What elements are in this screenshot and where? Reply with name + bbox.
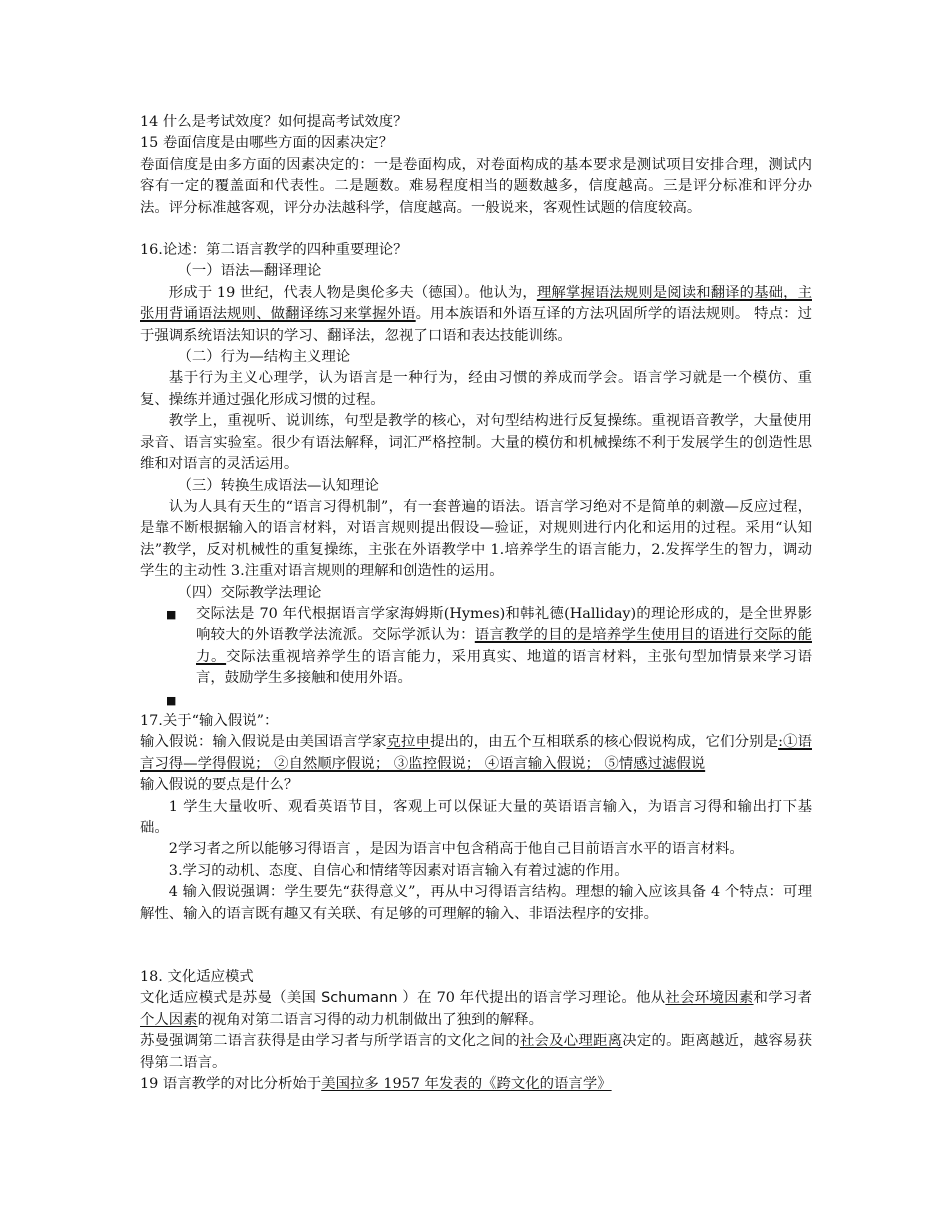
theory-3-heading: （三）转换生成语法—认知理论 xyxy=(177,477,379,494)
theory-2-heading: （二）行为—结构主义理论 xyxy=(177,349,351,366)
spacer xyxy=(140,925,812,967)
spacer xyxy=(140,219,812,240)
text-run: 输入假说：输入假说是由美国语言学家 xyxy=(140,734,387,751)
underlined-text: 社会及心理距离 xyxy=(519,1033,623,1050)
bullet-item-empty xyxy=(140,690,812,711)
underlined-text: 美国拉多 1957 年发表的《跨文化的语言学》 xyxy=(321,1076,612,1093)
theory-4-heading: （四）交际教学法理论 xyxy=(177,584,322,601)
question-18-paragraph-1 xyxy=(140,988,812,1031)
underlined-text: :①语言习得—学得假说； ②自然顺序假说； ③监控假说； ④语言输入假说； ⑤情感过滤假说 xyxy=(140,734,812,772)
question-17-paragraph xyxy=(140,732,812,775)
text-run: 提出的，由五个互相联系的核心假说构成，它们分别是 xyxy=(430,734,779,751)
text-run: 苏曼强调第二语言获得是由学习者与所学语言的文化之间的 xyxy=(140,1033,520,1050)
text-run: 交际法是 70 年代根据语言学家海姆斯(Hymes)和韩礼德(Halliday)的理论形成的，是全世界影响较大的外语教学法流派。交际学派认为： xyxy=(196,605,812,644)
theory-2-paragraph-2: 教学上，重视听、说训练，句型是教学的核心，对句型结构进行反复操练。重视语音教学，大量使用录音、语言实验室。很少有语法解释，词汇严格控制。大量的模仿和机械操练不利于发展学生的创造性思维和对语言的灵活运用。 xyxy=(140,413,812,473)
underlined-text: 语言教学的目的是培养学生使用目的语进行交际的能力。 xyxy=(196,627,812,665)
document-page xyxy=(140,112,812,1095)
text-run: 和学习者 xyxy=(753,990,812,1007)
square-bullet-icon: ■ xyxy=(166,693,177,707)
question-18: 18. 文化适应模式 xyxy=(140,969,254,986)
text-run: Schumann xyxy=(321,990,398,1007)
theory-4-paragraph xyxy=(196,604,812,690)
underlined-text: 个人因素 xyxy=(140,1011,198,1028)
text-run: 。用本族语和外语互译的方法巩固所学的语法规则。 特点：过于强调系统语法知识的学习、翻译法，忽视了口语和表达技能训练。 xyxy=(140,306,812,344)
text-run: 的视角对第二语言习得的动力机制做出了独到的解释。 xyxy=(197,1011,543,1028)
input-point: 2学习者之所以能够习得语言 ，是因为语言中包含稍高于他自己目前语言水平的语言材料。 xyxy=(168,841,744,858)
theory-3-paragraph: 认为人具有天生的“语言习得机制”，有一套普遍的语法。语言学习绝对不是简单的刺激—反应过程，是靠不断根据输入的语言材料，对语言规则提出假设—验证，对规则进行内化和运用的过程。采用“认知法”教学，反对机械性的重复操练，主张在外语教学中 1.培养学生的语言能力，2.发挥学生的智力，调动学生的主动性 3.注重对语言规则的理解和创造性的运用。 xyxy=(140,498,812,580)
question-18-paragraph-2 xyxy=(140,1031,812,1074)
text-run: 形成于 19 世纪，代表人物是奥伦多夫（德国）。他认为， xyxy=(168,284,537,301)
theory-2-paragraph-1: 基于行为主义心理学，认为语言是一种行为，经由习惯的养成而学会。语言学习就是一个模仿、重复、操练并通过强化形成习惯的过程。 xyxy=(140,370,812,408)
input-point: 4 输入假说强调：学生要先“获得意义”，再从中习得语言结构。理想的输入应该具备 4 个特点：可理解性、输入的语言既有趣又有关联、有足够的可理解的输入、非语法程序的安排。 xyxy=(140,884,812,922)
bullet-item xyxy=(140,604,812,690)
text-run: 决定的。距离越近，越容易获得第二语言。 xyxy=(140,1033,812,1071)
text-run: 交际法重视培养学生的语言能力，采用真实、地道的语言材料，主张句型加情景来学习语言，鼓励学生多接触和使用外语。 xyxy=(196,648,812,687)
theory-1-heading: （一）语法—翻译理论 xyxy=(177,263,322,280)
question-16: 16.论述：第二语言教学的四种重要理论？ xyxy=(140,242,408,259)
answer-15: 卷面信度是由多方面的因素决定的：一是卷面构成，对卷面构成的基本要求是测试项目安排合理，测试内容有一定的覆盖面和代表性。二是题数。难易程度相当的题数越多，信度越高。三是评分标准和评分办法。评分标准越客观，评分办法越科学，信度越高。一般说来，客观性试题的信度较高。 xyxy=(140,156,812,216)
input-point: 1 学生大量收听、观看英语节目，客观上可以保证大量的英语语言输入，为语言习得和输出打下基础。 xyxy=(140,798,812,836)
question-15: 15 卷面信度是由哪些方面的因素决定？ xyxy=(140,135,394,152)
question-14: 14 什么是考试效度？如何提高考试效度？ xyxy=(140,114,408,130)
text-run: 文化适应模式是苏曼（美国 xyxy=(140,990,322,1007)
underlined-text: 克拉申 xyxy=(386,734,431,751)
text-run: ）在 70 年代提出的语言学习理论。他从 xyxy=(397,990,666,1007)
underlined-text: 社会环境因素 xyxy=(665,990,754,1007)
underlined-text: 理解掌握语法规则是阅读和翻译的基础，主张用背诵语法规则、做翻译练习来掌握外语 xyxy=(140,284,812,323)
question-17: 17.关于“输入假说”： xyxy=(140,712,279,729)
input-point: 3.学习的动机、态度、自信心和情绪等因素对语言输入有着过滤的作用。 xyxy=(168,862,629,879)
theory-1-paragraph xyxy=(140,283,812,347)
question-17-subheading: 输入假说的要点是什么？ xyxy=(140,777,299,794)
question-19 xyxy=(140,1074,812,1095)
square-bullet-icon: ■ xyxy=(166,607,177,621)
text-run: 19 语言教学的对比分析始于 xyxy=(140,1076,322,1093)
